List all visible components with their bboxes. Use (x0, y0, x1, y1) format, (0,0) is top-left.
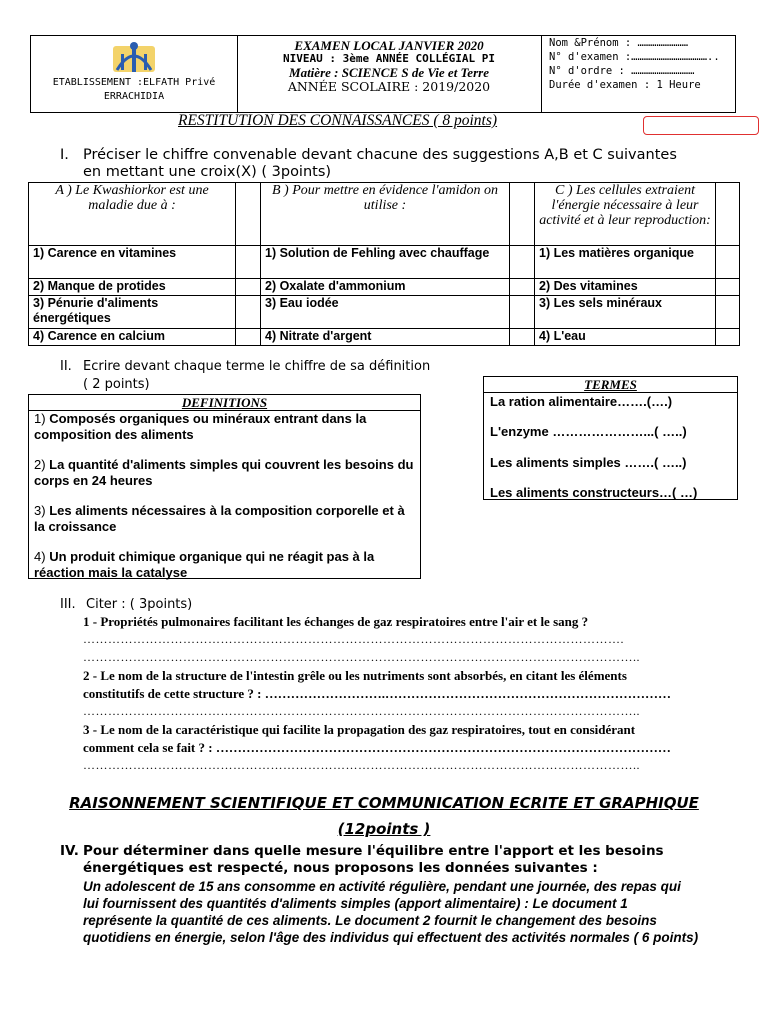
q3-item3-question-line2[interactable]: comment cela se fait ? : …………………………………………………………………………………………… (83, 740, 671, 755)
q3-title: Citer : ( 3points) (86, 597, 193, 612)
checkbox-b3[interactable] (510, 296, 535, 329)
answer-cell[interactable] (716, 183, 740, 246)
section-restitution-title: RESTITUTION DES CONNAISSANCES ( 8 points) (178, 112, 498, 129)
option-b3: 3) Eau iodée (261, 296, 510, 329)
term-item[interactable]: La ration alimentaire…….(….) (490, 394, 673, 409)
checkbox-c4[interactable] (716, 329, 740, 346)
table-row (29, 279, 740, 296)
school-city: ERRACHIDIA (103, 91, 165, 102)
school-cell (31, 36, 238, 112)
table-row (29, 296, 740, 329)
mcq-header-row (29, 183, 740, 246)
term-item[interactable]: Les aliments constructeurs…( …) (490, 485, 698, 500)
checkbox-b1[interactable] (510, 246, 535, 279)
checkbox-a3[interactable] (236, 296, 261, 329)
table-row (29, 329, 740, 346)
q1-number: I. (60, 147, 69, 163)
checkbox-c3[interactable] (716, 296, 740, 329)
option-b1: 1) Solution de Fehling avec chauffage (261, 246, 510, 279)
terms-box (483, 376, 738, 500)
checkbox-a2[interactable] (236, 279, 261, 296)
q4-paragraph-line1: Un adolescent de 15 ans consomme en activité régulière, pendant une journée, des repas qui (83, 879, 681, 894)
option-b4: 4) Nitrate d'argent (261, 329, 510, 346)
option-a2: 2) Manque de protides (29, 279, 236, 296)
school-name: ETABLISSEMENT :ELFATH Privé (52, 77, 216, 88)
q2-line1: Ecrire devant chaque terme le chiffre de sa définition (83, 359, 431, 374)
q1-line2: en mettant une croix(X) ( 3points) (83, 164, 332, 180)
terms-title: TERMES (484, 377, 737, 393)
term-item[interactable]: L'enzyme …………………...( …..) (490, 424, 687, 439)
answer-cell[interactable] (510, 183, 535, 246)
section-raisonnement-points: (12points ) (337, 820, 431, 838)
checkbox-a4[interactable] (236, 329, 261, 346)
q3-item1-answer-line2[interactable]: …………………………………………………………………………………………………………………….. (83, 650, 640, 664)
mcq-header-b: B ) Pour mettre en évidence l'amidon on utilise : (261, 183, 510, 246)
option-a3: 3) Pénurie d'aliments énergétiques (29, 296, 236, 329)
q1-line1: Préciser le chiffre convenable devant chacune des suggestions A,B et C suivantes (83, 147, 677, 163)
option-b2: 2) Oxalate d'ammonium (261, 279, 510, 296)
q4-paragraph-line3: représente la quantité de ces aliments. Le document 2 fournit le changement des besoins (83, 913, 657, 928)
mcq-header-c: C ) Les cellules extraient l'énergie nécessaire à leur activité et à leur reproduction: (535, 183, 716, 246)
score-box[interactable] (643, 116, 759, 135)
option-a1: 1) Carence en vitamines (29, 246, 236, 279)
term-item[interactable]: Les aliments simples …….( …..) (490, 455, 687, 470)
option-a4: 4) Carence en calcium (29, 329, 236, 346)
answer-cell[interactable] (236, 183, 261, 246)
checkbox-c2[interactable] (716, 279, 740, 296)
q2-number: II. (60, 359, 72, 374)
q4-paragraph-line4: quotidiens en énergie, selon l'âge des individus qui effectuent des activités normales ( 6 points) (83, 930, 699, 945)
q3-item3-question: 3 - Le nom de la caractéristique qui facilite la propagation des gaz respiratoires, tout en considérant (83, 722, 636, 737)
exam-header (30, 35, 736, 113)
mcq-table (28, 182, 740, 346)
q4-line2: énergétiques est respecté, nous proposons les données suivantes : (83, 860, 598, 876)
option-c4: 4) L'eau (535, 329, 716, 346)
school-year: ANNÉE SCOLAIRE : 2019/2020 (287, 79, 491, 94)
q4-paragraph-line2: lui fournissent des quantités d'aliments simples (apport alimentaire) : Le document 1 (83, 896, 628, 911)
definitions-box (28, 394, 421, 579)
option-c3: 3) Les sels minéraux (535, 296, 716, 329)
student-info-cell (541, 36, 735, 112)
checkbox-b2[interactable] (510, 279, 535, 296)
q3-number: III. (60, 597, 76, 612)
checkbox-b4[interactable] (510, 329, 535, 346)
q3-item3-answer-line[interactable]: …………………………………………………………………………………………………………………….. (83, 758, 640, 772)
definition-item: 3) Les aliments nécessaires à la composition corporelle et à la croissance (34, 503, 405, 534)
definition-item: 4) Un produit chimique organique qui ne réagit pas à la réaction mais la catalyse (34, 549, 375, 580)
definition-item: 2) La quantité d'aliments simples qui couvrent les besoins du corps en 24 heures (34, 457, 414, 488)
checkbox-c1[interactable] (716, 246, 740, 279)
checkbox-a1[interactable] (236, 246, 261, 279)
table-row (29, 246, 740, 279)
definitions-title: DEFINITIONS (29, 395, 420, 411)
q4-line1: Pour déterminer dans quelle mesure l'équilibre entre l'apport et les besoins (83, 843, 664, 859)
q3-item2-question-line2[interactable]: constitutifs de cette structure ? : ……………………….………………………………………………………… (83, 686, 671, 701)
exam-duration: Durée d'examen : 1 Heure (549, 79, 701, 91)
option-c1: 1) Les matières organique (535, 246, 716, 279)
name-field[interactable]: Nom &Prénom : …………………… (549, 37, 689, 49)
order-number-field[interactable]: N° d'ordre : ………………………… (549, 65, 695, 77)
definition-item: 1) Composés organiques ou minéraux entrant dans la composition des aliments (34, 411, 367, 442)
school-logo-icon (103, 40, 165, 76)
exam-info-cell (237, 36, 542, 112)
q3-item1-answer-line1[interactable]: …………………………………………………………………………………………………………………. (83, 632, 624, 646)
section-raisonnement-title: RAISONNEMENT SCIENTIFIQUE ET COMMUNICATION ECRITE ET GRAPHIQUE (69, 794, 699, 812)
q4-number: IV. (60, 843, 79, 859)
option-c2: 2) Des vitamines (535, 279, 716, 296)
exam-subject: Matière : SCIENCE S de Vie et Terre (289, 65, 489, 80)
exam-number-field[interactable]: N° d'examen :……………………………….. (549, 51, 720, 63)
q3-item2-answer-line[interactable]: …………………………………………………………………………………………………………………….. (83, 704, 640, 718)
exam-level: NIVEAU : 3ème ANNÉE COLLÉGIAL PI (283, 52, 495, 65)
q2-line2: ( 2 points) (83, 377, 150, 392)
q3-item1-question: 1 - Propriétés pulmonaires facilitant les échanges de gaz respiratoires entre l'air et le sang ? (83, 614, 589, 629)
q3-item2-question: 2 - Le nom de la structure de l'intestin grêle ou les nutriments sont absorbés, en citant les éléments (83, 668, 627, 683)
exam-title: EXAMEN LOCAL JANVIER 2020 (294, 38, 484, 53)
mcq-header-a: A ) Le Kwashiorkor est une maladie due à : (29, 183, 236, 246)
